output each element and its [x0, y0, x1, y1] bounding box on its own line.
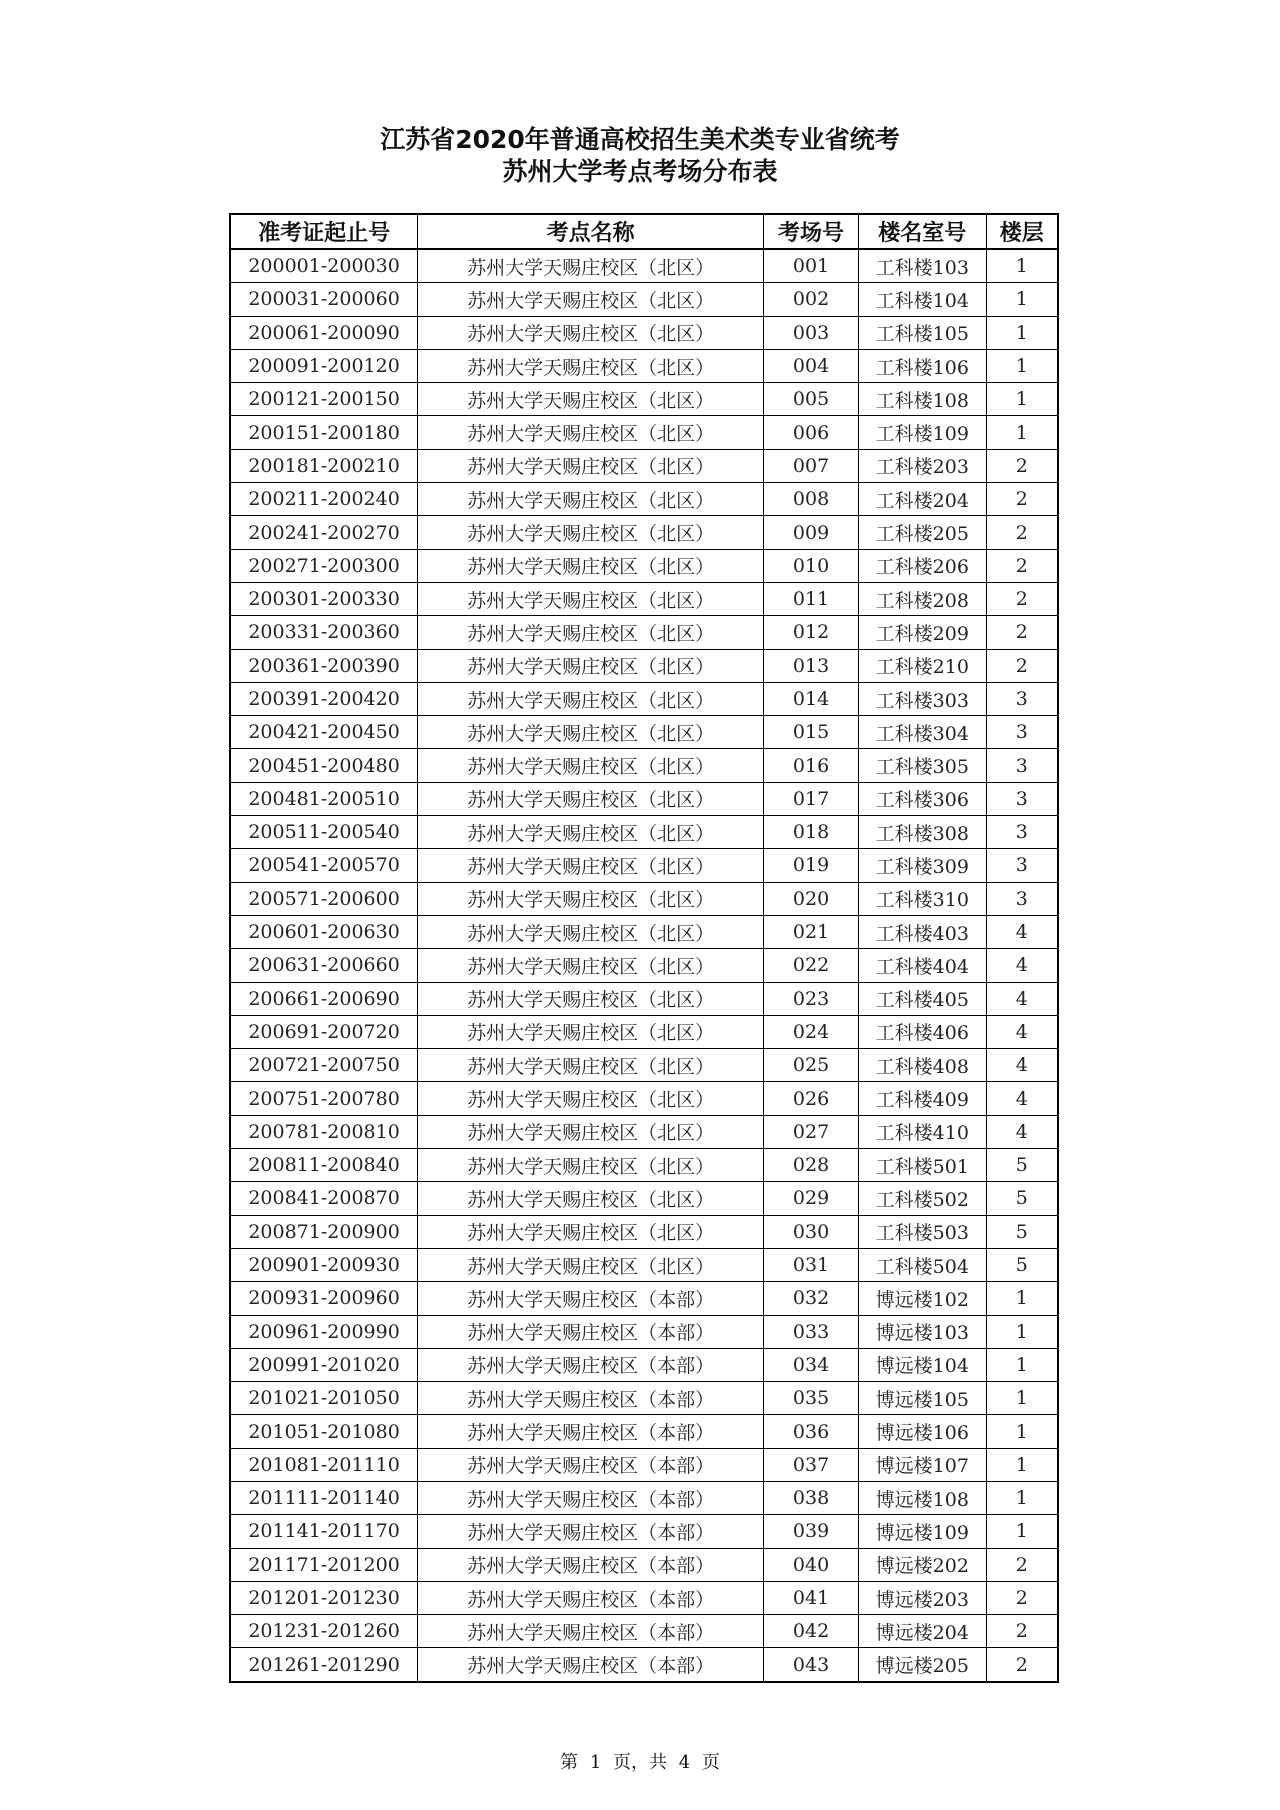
cell-ticket-range: 200571-200600	[230, 882, 418, 915]
cell-building-room: 博远楼103	[858, 1315, 986, 1348]
cell-ticket-range: 200091-200120	[230, 349, 418, 382]
cell-ticket-range: 200691-200720	[230, 1015, 418, 1048]
cell-floor: 3	[986, 882, 1058, 915]
cell-ticket-range: 200721-200750	[230, 1049, 418, 1082]
cell-site-name: 苏州大学天赐庄校区（北区）	[418, 649, 764, 682]
cell-ticket-range: 200541-200570	[230, 849, 418, 882]
cell-floor: 1	[986, 1448, 1058, 1481]
cell-site-name: 苏州大学天赐庄校区（北区）	[418, 1215, 764, 1248]
cell-floor: 5	[986, 1149, 1058, 1182]
table-row	[230, 1082, 1058, 1115]
cell-site-name: 苏州大学天赐庄校区（本部）	[418, 1315, 764, 1348]
table-row	[230, 249, 1058, 283]
cell-site-name: 苏州大学天赐庄校区（北区）	[418, 349, 764, 382]
cell-ticket-range: 200151-200180	[230, 416, 418, 449]
cell-ticket-range: 200241-200270	[230, 516, 418, 549]
cell-room-no: 019	[764, 849, 859, 882]
cell-building-room: 工科楼303	[858, 682, 986, 715]
cell-building-room: 工科楼204	[858, 483, 986, 516]
cell-floor: 3	[986, 749, 1058, 782]
cell-ticket-range: 200601-200630	[230, 915, 418, 948]
cell-room-no: 002	[764, 283, 859, 316]
table-row	[230, 749, 1058, 782]
cell-floor: 1	[986, 1315, 1058, 1348]
cell-floor: 2	[986, 616, 1058, 649]
cell-floor: 1	[986, 1515, 1058, 1548]
cell-site-name: 苏州大学天赐庄校区（本部）	[418, 1448, 764, 1481]
cell-room-no: 012	[764, 616, 859, 649]
cell-site-name: 苏州大学天赐庄校区（北区）	[418, 1015, 764, 1048]
cell-site-name: 苏州大学天赐庄校区（北区）	[418, 682, 764, 715]
cell-ticket-range: 200301-200330	[230, 582, 418, 615]
cell-room-no: 014	[764, 682, 859, 715]
cell-ticket-range: 201111-201140	[230, 1481, 418, 1514]
cell-building-room: 工科楼408	[858, 1049, 986, 1082]
table-row	[230, 915, 1058, 948]
cell-floor: 5	[986, 1182, 1058, 1215]
cell-site-name: 苏州大学天赐庄校区（北区）	[418, 849, 764, 882]
table-row	[230, 283, 1058, 316]
cell-ticket-range: 200331-200360	[230, 616, 418, 649]
cell-floor: 1	[986, 1415, 1058, 1448]
header-site-name: 考点名称	[418, 214, 764, 249]
cell-building-room: 工科楼305	[858, 749, 986, 782]
cell-site-name: 苏州大学天赐庄校区（北区）	[418, 816, 764, 849]
cell-ticket-range: 201231-201260	[230, 1615, 418, 1648]
table-row	[230, 1315, 1058, 1348]
cell-site-name: 苏州大学天赐庄校区（北区）	[418, 249, 764, 283]
table-row	[230, 1382, 1058, 1415]
table-row	[230, 1581, 1058, 1614]
cell-site-name: 苏州大学天赐庄校区（本部）	[418, 1348, 764, 1381]
table-row	[230, 1615, 1058, 1648]
table-row	[230, 1149, 1058, 1182]
cell-building-room: 工科楼309	[858, 849, 986, 882]
cell-building-room: 工科楼502	[858, 1182, 986, 1215]
cell-floor: 3	[986, 782, 1058, 815]
cell-room-no: 006	[764, 416, 859, 449]
table-row	[230, 649, 1058, 682]
cell-building-room: 工科楼310	[858, 882, 986, 915]
header-room-no: 考场号	[764, 214, 859, 249]
cell-ticket-range: 200031-200060	[230, 283, 418, 316]
table-row	[230, 982, 1058, 1015]
cell-room-no: 028	[764, 1149, 859, 1182]
cell-room-no: 031	[764, 1248, 859, 1281]
cell-room-no: 035	[764, 1382, 859, 1415]
cell-room-no: 024	[764, 1015, 859, 1048]
cell-site-name: 苏州大学天赐庄校区（本部）	[418, 1282, 764, 1315]
cell-room-no: 034	[764, 1348, 859, 1381]
cell-site-name: 苏州大学天赐庄校区（北区）	[418, 1082, 764, 1115]
cell-room-no: 029	[764, 1182, 859, 1215]
table-row	[230, 1248, 1058, 1281]
cell-building-room: 工科楼403	[858, 915, 986, 948]
cell-floor: 1	[986, 416, 1058, 449]
cell-floor: 3	[986, 849, 1058, 882]
cell-site-name: 苏州大学天赐庄校区（本部）	[418, 1581, 764, 1614]
cell-floor: 2	[986, 449, 1058, 482]
cell-building-room: 工科楼203	[858, 449, 986, 482]
cell-ticket-range: 200001-200030	[230, 249, 418, 283]
cell-room-no: 009	[764, 516, 859, 549]
cell-ticket-range: 200991-201020	[230, 1348, 418, 1381]
cell-building-room: 工科楼504	[858, 1248, 986, 1281]
cell-building-room: 博远楼105	[858, 1382, 986, 1415]
table-row	[230, 849, 1058, 882]
cell-building-room: 工科楼105	[858, 316, 986, 349]
cell-building-room: 博远楼203	[858, 1581, 986, 1614]
cell-room-no: 030	[764, 1215, 859, 1248]
cell-ticket-range: 200391-200420	[230, 682, 418, 715]
cell-ticket-range: 200511-200540	[230, 816, 418, 849]
cell-building-room: 工科楼103	[858, 249, 986, 283]
cell-building-room: 博远楼106	[858, 1415, 986, 1448]
table-row	[230, 1115, 1058, 1148]
cell-floor: 2	[986, 549, 1058, 582]
cell-room-no: 039	[764, 1515, 859, 1548]
cell-site-name: 苏州大学天赐庄校区（北区）	[418, 1149, 764, 1182]
cell-site-name: 苏州大学天赐庄校区（北区）	[418, 483, 764, 516]
cell-ticket-range: 200271-200300	[230, 549, 418, 582]
cell-building-room: 工科楼410	[858, 1115, 986, 1148]
table-header-row	[230, 214, 1058, 249]
cell-ticket-range: 200181-200210	[230, 449, 418, 482]
cell-site-name: 苏州大学天赐庄校区（北区）	[418, 949, 764, 982]
table-row	[230, 1648, 1058, 1682]
cell-floor: 3	[986, 816, 1058, 849]
cell-floor: 2	[986, 649, 1058, 682]
exam-room-table	[229, 213, 1059, 1683]
cell-room-no: 007	[764, 449, 859, 482]
cell-building-room: 博远楼104	[858, 1348, 986, 1381]
cell-floor: 1	[986, 283, 1058, 316]
cell-room-no: 033	[764, 1315, 859, 1348]
cell-building-room: 博远楼109	[858, 1515, 986, 1548]
cell-floor: 4	[986, 1115, 1058, 1148]
cell-ticket-range: 200931-200960	[230, 1282, 418, 1315]
table-row	[230, 1515, 1058, 1548]
cell-building-room: 工科楼405	[858, 982, 986, 1015]
cell-room-no: 022	[764, 949, 859, 982]
cell-site-name: 苏州大学天赐庄校区（北区）	[418, 716, 764, 749]
cell-room-no: 040	[764, 1548, 859, 1581]
cell-floor: 1	[986, 1382, 1058, 1415]
cell-building-room: 工科楼206	[858, 549, 986, 582]
cell-floor: 2	[986, 1648, 1058, 1682]
cell-floor: 1	[986, 249, 1058, 283]
cell-floor: 1	[986, 383, 1058, 416]
cell-room-no: 005	[764, 383, 859, 416]
cell-room-no: 037	[764, 1448, 859, 1481]
cell-site-name: 苏州大学天赐庄校区（北区）	[418, 1182, 764, 1215]
page-number: 第 1 页，共 4 页	[560, 1752, 720, 1773]
cell-ticket-range: 200121-200150	[230, 383, 418, 416]
cell-ticket-range: 200451-200480	[230, 749, 418, 782]
cell-ticket-range: 200361-200390	[230, 649, 418, 682]
cell-room-no: 036	[764, 1415, 859, 1448]
table-row	[230, 1348, 1058, 1381]
table-row	[230, 1182, 1058, 1215]
cell-site-name: 苏州大学天赐庄校区（北区）	[418, 1049, 764, 1082]
cell-building-room: 工科楼404	[858, 949, 986, 982]
cell-site-name: 苏州大学天赐庄校区（本部）	[418, 1648, 764, 1682]
cell-room-no: 043	[764, 1648, 859, 1682]
table-row	[230, 1448, 1058, 1481]
cell-ticket-range: 200421-200450	[230, 716, 418, 749]
cell-floor: 4	[986, 1015, 1058, 1048]
cell-building-room: 工科楼210	[858, 649, 986, 682]
cell-ticket-range: 200661-200690	[230, 982, 418, 1015]
cell-ticket-range: 201171-201200	[230, 1548, 418, 1581]
cell-room-no: 013	[764, 649, 859, 682]
cell-room-no: 016	[764, 749, 859, 782]
table-row	[230, 1015, 1058, 1048]
cell-building-room: 工科楼308	[858, 816, 986, 849]
cell-room-no: 010	[764, 549, 859, 582]
cell-room-no: 004	[764, 349, 859, 382]
table-row	[230, 1282, 1058, 1315]
cell-building-room: 工科楼209	[858, 616, 986, 649]
table-row	[230, 449, 1058, 482]
cell-floor: 2	[986, 1548, 1058, 1581]
cell-site-name: 苏州大学天赐庄校区（北区）	[418, 416, 764, 449]
cell-floor: 3	[986, 682, 1058, 715]
cell-floor: 4	[986, 915, 1058, 948]
cell-site-name: 苏州大学天赐庄校区（本部）	[418, 1615, 764, 1648]
cell-site-name: 苏州大学天赐庄校区（本部）	[418, 1548, 764, 1581]
cell-room-no: 042	[764, 1615, 859, 1648]
cell-ticket-range: 200901-200930	[230, 1248, 418, 1281]
cell-floor: 2	[986, 1581, 1058, 1614]
table-row	[230, 782, 1058, 815]
cell-room-no: 038	[764, 1481, 859, 1514]
cell-site-name: 苏州大学天赐庄校区（北区）	[418, 316, 764, 349]
cell-floor: 1	[986, 1348, 1058, 1381]
cell-room-no: 021	[764, 915, 859, 948]
cell-site-name: 苏州大学天赐庄校区（北区）	[418, 982, 764, 1015]
table-row	[230, 716, 1058, 749]
cell-floor: 4	[986, 1082, 1058, 1115]
table-row	[230, 349, 1058, 382]
cell-ticket-range: 201141-201170	[230, 1515, 418, 1548]
cell-building-room: 博远楼107	[858, 1448, 986, 1481]
cell-building-room: 工科楼306	[858, 782, 986, 815]
cell-room-no: 008	[764, 483, 859, 516]
header-floor: 楼层	[986, 214, 1058, 249]
cell-ticket-range: 201081-201110	[230, 1448, 418, 1481]
table-row	[230, 949, 1058, 982]
cell-room-no: 027	[764, 1115, 859, 1148]
cell-ticket-range: 200211-200240	[230, 483, 418, 516]
cell-ticket-range: 200751-200780	[230, 1082, 418, 1115]
cell-ticket-range: 200841-200870	[230, 1182, 418, 1215]
table-row	[230, 549, 1058, 582]
cell-site-name: 苏州大学天赐庄校区（北区）	[418, 782, 764, 815]
cell-building-room: 博远楼108	[858, 1481, 986, 1514]
cell-floor: 2	[986, 1615, 1058, 1648]
cell-site-name: 苏州大学天赐庄校区（北区）	[418, 1248, 764, 1281]
cell-site-name: 苏州大学天赐庄校区（北区）	[418, 283, 764, 316]
cell-site-name: 苏州大学天赐庄校区（北区）	[418, 915, 764, 948]
cell-site-name: 苏州大学天赐庄校区（本部）	[418, 1415, 764, 1448]
cell-room-no: 041	[764, 1581, 859, 1614]
cell-ticket-range: 201201-201230	[230, 1581, 418, 1614]
cell-floor: 2	[986, 516, 1058, 549]
document-title: 江苏省2020年普通高校招生美术类专业省统考	[380, 125, 900, 154]
table-row	[230, 316, 1058, 349]
cell-building-room: 博远楼202	[858, 1548, 986, 1581]
cell-floor: 1	[986, 1481, 1058, 1514]
cell-room-no: 017	[764, 782, 859, 815]
cell-site-name: 苏州大学天赐庄校区（本部）	[418, 1481, 764, 1514]
cell-building-room: 工科楼205	[858, 516, 986, 549]
cell-floor: 2	[986, 483, 1058, 516]
cell-site-name: 苏州大学天赐庄校区（北区）	[418, 449, 764, 482]
cell-room-no: 025	[764, 1049, 859, 1082]
table-row	[230, 682, 1058, 715]
cell-site-name: 苏州大学天赐庄校区（北区）	[418, 882, 764, 915]
cell-building-room: 工科楼304	[858, 716, 986, 749]
cell-building-room: 博远楼205	[858, 1648, 986, 1682]
cell-floor: 4	[986, 949, 1058, 982]
cell-ticket-range: 201051-201080	[230, 1415, 418, 1448]
cell-site-name: 苏州大学天赐庄校区（本部）	[418, 1515, 764, 1548]
table-row	[230, 616, 1058, 649]
cell-site-name: 苏州大学天赐庄校区（本部）	[418, 1382, 764, 1415]
table-row	[230, 516, 1058, 549]
cell-ticket-range: 200061-200090	[230, 316, 418, 349]
document-subtitle: 苏州大学考点考场分布表	[502, 157, 778, 186]
cell-site-name: 苏州大学天赐庄校区（北区）	[418, 1115, 764, 1148]
cell-site-name: 苏州大学天赐庄校区（北区）	[418, 616, 764, 649]
table-row	[230, 1215, 1058, 1248]
table-row	[230, 1481, 1058, 1514]
cell-building-room: 工科楼106	[858, 349, 986, 382]
cell-floor: 5	[986, 1248, 1058, 1281]
cell-ticket-range: 201261-201290	[230, 1648, 418, 1682]
table-row	[230, 1548, 1058, 1581]
cell-room-no: 011	[764, 582, 859, 615]
cell-site-name: 苏州大学天赐庄校区（北区）	[418, 582, 764, 615]
cell-floor: 4	[986, 1049, 1058, 1082]
table-row	[230, 483, 1058, 516]
cell-building-room: 工科楼501	[858, 1149, 986, 1182]
cell-site-name: 苏州大学天赐庄校区（北区）	[418, 749, 764, 782]
cell-floor: 1	[986, 316, 1058, 349]
cell-building-room: 工科楼109	[858, 416, 986, 449]
cell-building-room: 工科楼503	[858, 1215, 986, 1248]
cell-room-no: 018	[764, 816, 859, 849]
cell-building-room: 工科楼104	[858, 283, 986, 316]
header-ticket-range: 准考证起止号	[230, 214, 418, 249]
cell-site-name: 苏州大学天赐庄校区（北区）	[418, 516, 764, 549]
cell-room-no: 015	[764, 716, 859, 749]
cell-floor: 2	[986, 582, 1058, 615]
cell-floor: 1	[986, 1282, 1058, 1315]
cell-ticket-range: 200781-200810	[230, 1115, 418, 1148]
cell-site-name: 苏州大学天赐庄校区（北区）	[418, 383, 764, 416]
cell-building-room: 博远楼102	[858, 1282, 986, 1315]
cell-room-no: 003	[764, 316, 859, 349]
table-row	[230, 582, 1058, 615]
cell-floor: 3	[986, 716, 1058, 749]
cell-floor: 1	[986, 349, 1058, 382]
header-building-room: 楼名室号	[858, 214, 986, 249]
cell-ticket-range: 200961-200990	[230, 1315, 418, 1348]
table-row	[230, 383, 1058, 416]
cell-ticket-range: 201021-201050	[230, 1382, 418, 1415]
cell-ticket-range: 200871-200900	[230, 1215, 418, 1248]
table-row	[230, 882, 1058, 915]
cell-building-room: 博远楼204	[858, 1615, 986, 1648]
cell-room-no: 020	[764, 882, 859, 915]
table-row	[230, 416, 1058, 449]
cell-site-name: 苏州大学天赐庄校区（北区）	[418, 549, 764, 582]
cell-building-room: 工科楼208	[858, 582, 986, 615]
cell-ticket-range: 200811-200840	[230, 1149, 418, 1182]
cell-building-room: 工科楼108	[858, 383, 986, 416]
cell-room-no: 026	[764, 1082, 859, 1115]
table-row	[230, 816, 1058, 849]
cell-building-room: 工科楼409	[858, 1082, 986, 1115]
cell-room-no: 032	[764, 1282, 859, 1315]
table-row	[230, 1049, 1058, 1082]
cell-ticket-range: 200481-200510	[230, 782, 418, 815]
cell-room-no: 023	[764, 982, 859, 1015]
cell-room-no: 001	[764, 249, 859, 283]
cell-floor: 4	[986, 982, 1058, 1015]
cell-floor: 5	[986, 1215, 1058, 1248]
cell-ticket-range: 200631-200660	[230, 949, 418, 982]
cell-building-room: 工科楼406	[858, 1015, 986, 1048]
table-row	[230, 1415, 1058, 1448]
